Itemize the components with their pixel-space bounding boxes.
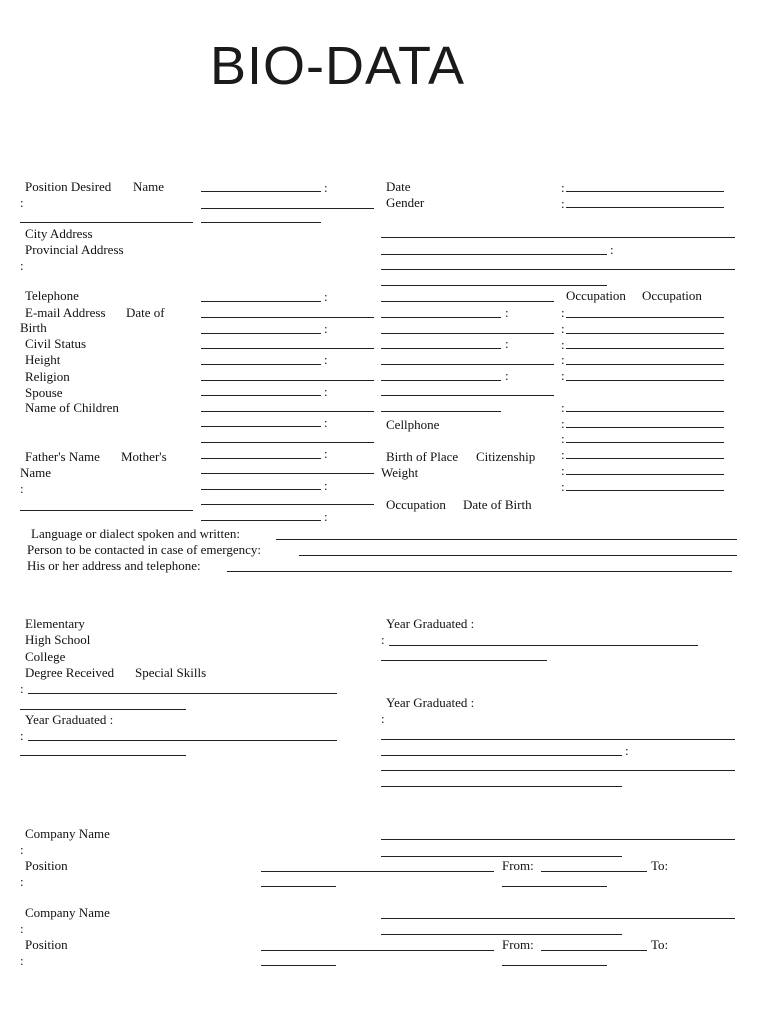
mothers-name-field-2[interactable] xyxy=(201,489,321,490)
from-field-2[interactable] xyxy=(541,950,647,951)
fathers-name-field-cont[interactable] xyxy=(20,510,193,511)
colon: : xyxy=(505,336,509,351)
position-field-2[interactable] xyxy=(261,950,494,951)
language-label: Language or dialect spoken and written: xyxy=(31,526,241,541)
contact-address-label: His or her address and telephone: xyxy=(27,558,201,573)
right-field-5[interactable] xyxy=(566,380,724,381)
colon: : xyxy=(561,196,565,211)
colon: : xyxy=(20,195,24,210)
colon: : xyxy=(324,180,328,195)
telephone-field[interactable] xyxy=(201,301,321,302)
birth-of-place-field[interactable] xyxy=(566,458,724,459)
special-skills-field-cont[interactable] xyxy=(381,786,622,787)
civil-status-label: Civil Status xyxy=(25,336,87,351)
year-graduated-label-2: Year Graduated : xyxy=(386,616,475,631)
colon: : xyxy=(324,384,328,399)
company-name-field-2[interactable] xyxy=(381,918,735,919)
special-skills-field[interactable] xyxy=(381,770,735,771)
name-label: Name xyxy=(133,179,165,194)
religion-label: Religion xyxy=(25,369,70,384)
right-field-4[interactable] xyxy=(566,364,724,365)
occupation-field-2[interactable] xyxy=(566,333,724,334)
cellphone-field[interactable] xyxy=(566,411,724,412)
occupation-label-2: Occupation xyxy=(642,288,702,303)
year-graduated-label-3: Year Graduated : xyxy=(386,695,475,710)
provincial-address-label: Provincial Address xyxy=(25,242,124,257)
colon: : xyxy=(324,352,328,367)
colon: : xyxy=(561,463,565,478)
colon: : xyxy=(20,481,24,496)
colon: : xyxy=(561,305,565,320)
elementary-field-cont[interactable] xyxy=(20,709,186,710)
elementary-label: Elementary xyxy=(25,616,85,631)
degree-received-label: Degree Received xyxy=(25,665,115,680)
position-field-1-cont[interactable] xyxy=(261,886,336,887)
mid-field-3[interactable] xyxy=(381,333,554,334)
company-name-label-2: Company Name xyxy=(25,905,110,920)
citizenship-label: Citizenship xyxy=(476,449,536,464)
colon: : xyxy=(561,180,565,195)
colon: : xyxy=(324,321,328,336)
mid-field-2[interactable] xyxy=(381,317,501,318)
cellphone-label: Cellphone xyxy=(386,417,440,432)
company-name-field-1[interactable] xyxy=(381,839,735,840)
city-address-label: City Address xyxy=(25,226,93,241)
birth-of-place-label: Birth of Place xyxy=(386,449,459,464)
company-name-field-2-cont[interactable] xyxy=(381,934,622,935)
name-field[interactable] xyxy=(201,208,374,209)
colon: : xyxy=(561,431,565,446)
colon: : xyxy=(561,479,565,494)
mid-field-7[interactable] xyxy=(381,395,554,396)
page-title: BIO-DATA xyxy=(210,36,466,96)
religion-field[interactable] xyxy=(201,380,374,381)
position-field-2-cont[interactable] xyxy=(261,965,336,966)
spouse-field[interactable] xyxy=(201,395,321,396)
mid-field-1[interactable] xyxy=(381,301,554,302)
height-label: Height xyxy=(25,352,61,367)
colon: : xyxy=(324,509,328,524)
citizenship-field[interactable] xyxy=(566,474,724,475)
gender-field[interactable] xyxy=(566,207,724,208)
to-label-1: To: xyxy=(651,858,669,873)
colon: : xyxy=(505,305,509,320)
weight-field[interactable] xyxy=(566,490,724,491)
name-field-extra[interactable] xyxy=(201,222,321,223)
colon: : xyxy=(20,728,24,743)
email-address-label: E-mail Address xyxy=(25,305,106,320)
colon: : xyxy=(381,711,385,726)
fathers-name-field[interactable] xyxy=(201,458,321,459)
email-address-field[interactable] xyxy=(201,317,374,318)
high-school-field[interactable] xyxy=(28,740,337,741)
company-name-field-1-cont[interactable] xyxy=(381,856,622,857)
from-field-1[interactable] xyxy=(541,871,647,872)
colon: : xyxy=(505,368,509,383)
colon: : xyxy=(561,352,565,367)
date-of-label: Date of xyxy=(126,305,165,320)
year-graduated-label-1: Year Graduated : xyxy=(25,712,114,727)
colon: : xyxy=(20,953,24,968)
children-field-2[interactable] xyxy=(201,426,321,427)
colon: : xyxy=(561,416,565,431)
mothers-name-field[interactable] xyxy=(201,473,374,474)
weight-label: Weight xyxy=(381,465,419,480)
position-label-1: Position xyxy=(25,858,68,873)
occupation-label-3: Occupation xyxy=(386,497,446,512)
occupation-label-1: Occupation xyxy=(566,288,626,303)
college-field-cont[interactable] xyxy=(381,660,547,661)
name-field-cont[interactable] xyxy=(20,222,193,223)
mid-field-6[interactable] xyxy=(381,380,501,381)
degree-field[interactable] xyxy=(381,739,735,740)
position-label-2: Position xyxy=(25,937,68,952)
colon: : xyxy=(324,415,328,430)
right-field-3[interactable] xyxy=(566,348,724,349)
college-label: College xyxy=(25,649,66,664)
from-field-1-cont[interactable] xyxy=(502,886,607,887)
children-field-3[interactable] xyxy=(201,442,374,443)
colon: : xyxy=(561,337,565,352)
date-of-birth-label: Date of Birth xyxy=(463,497,532,512)
position-desired-field[interactable] xyxy=(201,191,321,192)
birth-label: Birth xyxy=(20,320,47,335)
special-skills-label: Special Skills xyxy=(135,665,207,680)
high-school-label: High School xyxy=(25,632,91,647)
mid-field-4[interactable] xyxy=(381,348,501,349)
city-address-field-cont[interactable] xyxy=(381,254,607,255)
from-label-2: From: xyxy=(502,937,534,952)
colon: : xyxy=(20,842,24,857)
colon: : xyxy=(324,289,328,304)
position-field-1[interactable] xyxy=(261,871,494,872)
emergency-contact-field[interactable] xyxy=(299,555,737,556)
colon: : xyxy=(20,921,24,936)
high-school-field-cont[interactable] xyxy=(20,755,186,756)
company-name-label-1: Company Name xyxy=(25,826,110,841)
college-field[interactable] xyxy=(389,645,698,646)
occupation-field-1[interactable] xyxy=(566,317,724,318)
language-field[interactable] xyxy=(276,539,737,540)
colon: : xyxy=(20,258,24,273)
date-label: Date xyxy=(386,179,411,194)
colon: : xyxy=(561,368,565,383)
contact-address-field[interactable] xyxy=(227,571,732,572)
colon: : xyxy=(324,478,328,493)
gender-label: Gender xyxy=(386,195,425,210)
civil-status-field[interactable] xyxy=(201,348,374,349)
children-field[interactable] xyxy=(201,411,374,412)
mid-field-5[interactable] xyxy=(381,364,554,365)
provincial-address-field[interactable] xyxy=(381,269,735,270)
colon: : xyxy=(561,400,565,415)
colon: : xyxy=(625,743,629,758)
cellphone-field-2[interactable] xyxy=(566,427,724,428)
position-desired-label: Position Desired xyxy=(25,179,112,194)
colon: : xyxy=(324,446,328,461)
colon: : xyxy=(20,874,24,889)
fathers-name-label: Father's Name xyxy=(25,449,100,464)
spouse-label: Spouse xyxy=(25,385,63,400)
from-label-1: From: xyxy=(502,858,534,873)
mid-field-8[interactable] xyxy=(381,411,501,412)
provincial-address-field-cont[interactable] xyxy=(381,285,607,286)
cellphone-field-3[interactable] xyxy=(566,442,724,443)
date-field[interactable] xyxy=(566,191,724,192)
name-label-2: Name xyxy=(20,465,52,480)
emergency-contact-label: Person to be contacted in case of emergency: xyxy=(27,542,262,557)
colon: : xyxy=(20,681,24,696)
name-of-children-label: Name of Children xyxy=(25,400,119,415)
parents-field-3[interactable] xyxy=(201,504,374,505)
parents-field-4[interactable] xyxy=(201,520,321,521)
mothers-label: Mother's xyxy=(121,449,167,464)
colon: : xyxy=(561,321,565,336)
colon: : xyxy=(610,242,614,257)
city-address-field[interactable] xyxy=(381,237,735,238)
colon: : xyxy=(561,447,565,462)
telephone-label: Telephone xyxy=(25,288,79,303)
height-field[interactable] xyxy=(201,364,321,365)
date-of-birth-field[interactable] xyxy=(201,333,321,334)
from-field-2-cont[interactable] xyxy=(502,965,607,966)
elementary-field[interactable] xyxy=(28,693,337,694)
degree-field-cont[interactable] xyxy=(381,755,622,756)
colon: : xyxy=(381,632,385,647)
to-label-2: To: xyxy=(651,937,669,952)
